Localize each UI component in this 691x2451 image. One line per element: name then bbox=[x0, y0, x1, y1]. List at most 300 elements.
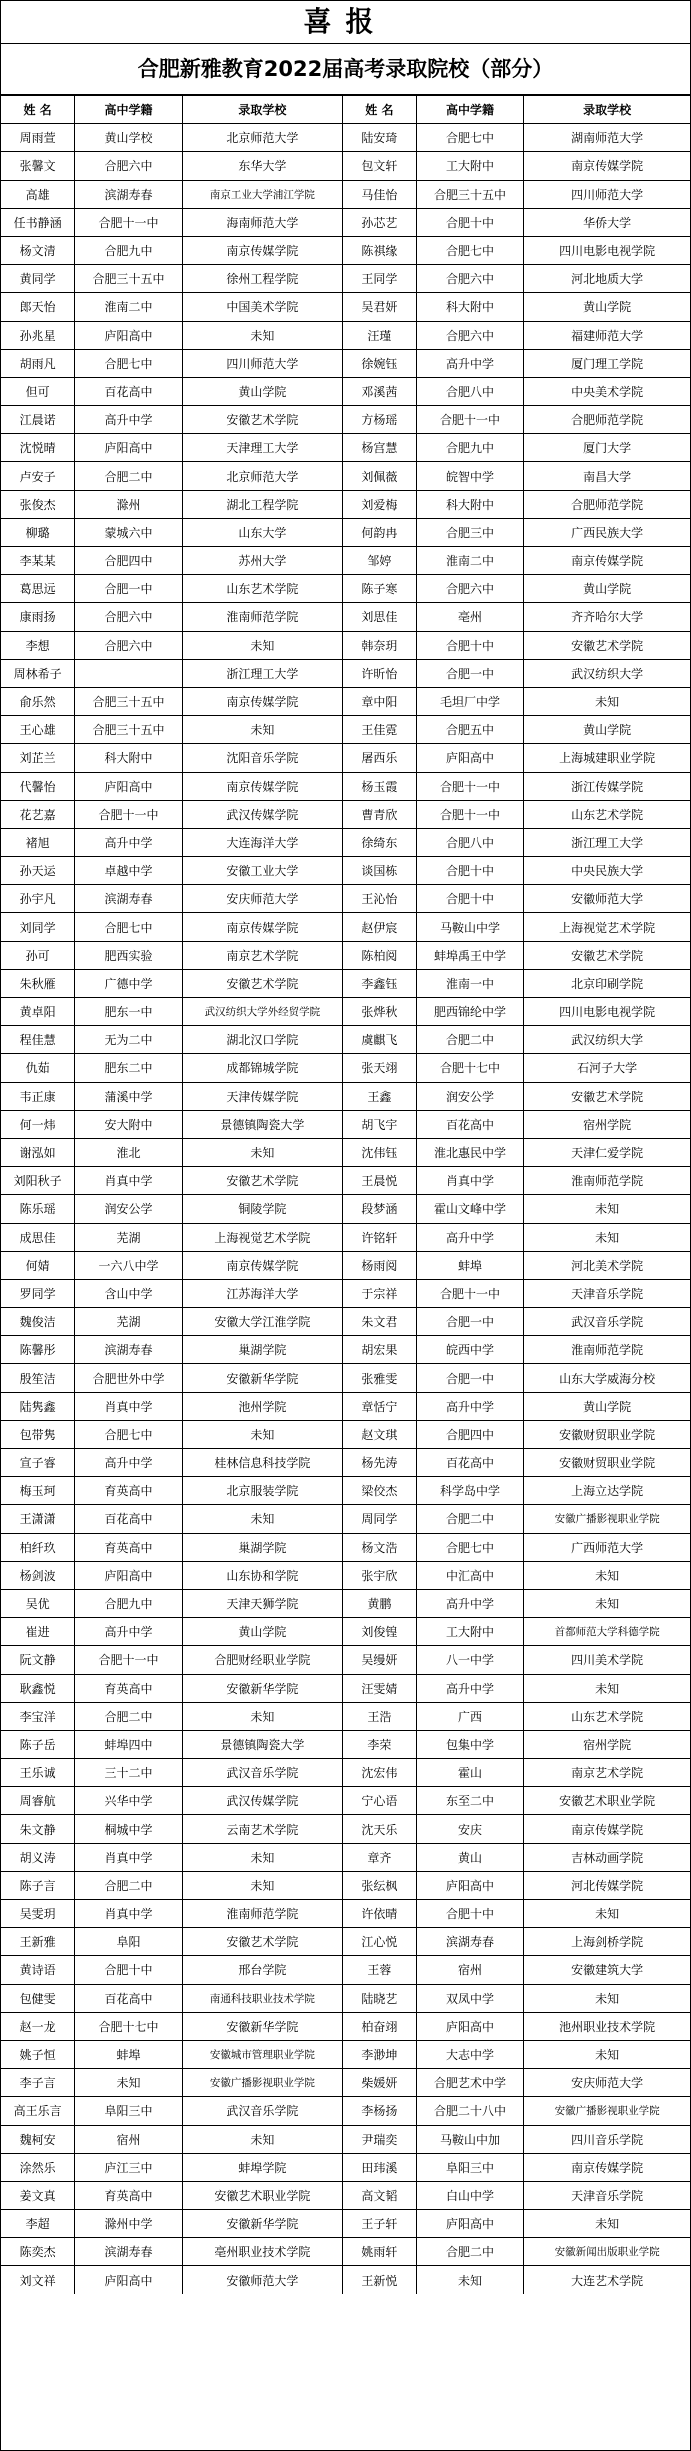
student-name: 尹瑞奕 bbox=[343, 2125, 417, 2153]
student-name: 周林希子 bbox=[1, 659, 75, 687]
admitted-university: 未知 bbox=[182, 1702, 342, 1730]
student-name: 田玮溪 bbox=[343, 2153, 417, 2181]
student-name: 王蓉 bbox=[343, 1956, 417, 1984]
high-school: 合肥十一中 bbox=[416, 1279, 524, 1307]
admitted-university: 湖北汉口学院 bbox=[182, 1026, 342, 1054]
student-name: 杨先涛 bbox=[343, 1449, 417, 1477]
high-school: 马鞍山中加 bbox=[416, 2125, 524, 2153]
document-title: 合肥新雅教育2022届高考录取院校（部分） bbox=[1, 44, 690, 95]
admitted-university: 厦门理工学院 bbox=[524, 349, 690, 377]
high-school: 合肥十一中 bbox=[416, 800, 524, 828]
high-school: 滨湖寿春 bbox=[75, 885, 183, 913]
student-name: 周睿航 bbox=[1, 1787, 75, 1815]
student-name: 包带隽 bbox=[1, 1420, 75, 1448]
high-school: 合肥七中 bbox=[75, 913, 183, 941]
high-school: 淮南二中 bbox=[416, 547, 524, 575]
high-school: 科大附中 bbox=[416, 293, 524, 321]
table-row bbox=[1, 716, 690, 744]
student-name: 孙兆星 bbox=[1, 321, 75, 349]
high-school: 淮南二中 bbox=[75, 293, 183, 321]
admitted-university: 安徽城市管理职业学院 bbox=[182, 2040, 342, 2068]
student-name: 王乐诚 bbox=[1, 1759, 75, 1787]
high-school: 庐江三中 bbox=[75, 2153, 183, 2181]
student-name: 王新悦 bbox=[343, 2266, 417, 2294]
table-row bbox=[1, 1533, 690, 1561]
student-name: 耿鑫悦 bbox=[1, 1674, 75, 1702]
high-school: 亳州 bbox=[416, 603, 524, 631]
admitted-university: 四川美术学院 bbox=[524, 1646, 690, 1674]
high-school: 滁州中学 bbox=[75, 2210, 183, 2238]
student-name: 韦正康 bbox=[1, 1082, 75, 1110]
admitted-university: 湖南师范大学 bbox=[524, 124, 690, 152]
admitted-university: 未知 bbox=[524, 2210, 690, 2238]
student-name: 魏俊洁 bbox=[1, 1308, 75, 1336]
high-school: 芜湖 bbox=[75, 1223, 183, 1251]
admitted-university: 黄山学院 bbox=[182, 1618, 342, 1646]
table-row bbox=[1, 1759, 690, 1787]
student-name: 沈天乐 bbox=[343, 1815, 417, 1843]
high-school: 未知 bbox=[416, 2266, 524, 2294]
table-row bbox=[1, 1702, 690, 1730]
table-row bbox=[1, 1646, 690, 1674]
admitted-university: 山东艺术学院 bbox=[524, 800, 690, 828]
high-school: 合肥三十五中 bbox=[416, 180, 524, 208]
high-school: 安庆 bbox=[416, 1815, 524, 1843]
admitted-university: 天津音乐学院 bbox=[524, 1279, 690, 1307]
table-row bbox=[1, 124, 690, 152]
high-school: 广德中学 bbox=[75, 969, 183, 997]
student-name: 宁心语 bbox=[343, 1787, 417, 1815]
high-school: 肥西实验 bbox=[75, 941, 183, 969]
high-school: 桐城中学 bbox=[75, 1815, 183, 1843]
high-school: 百花高中 bbox=[416, 1449, 524, 1477]
student-name: 于宗祥 bbox=[343, 1279, 417, 1307]
admitted-university: 南京传媒学院 bbox=[182, 1251, 342, 1279]
admitted-university: 浙江传媒学院 bbox=[524, 772, 690, 800]
admitted-university: 安徽艺术学院 bbox=[182, 406, 342, 434]
student-name: 孙可 bbox=[1, 941, 75, 969]
high-school: 滨湖寿春 bbox=[75, 1336, 183, 1364]
student-name: 王新雅 bbox=[1, 1928, 75, 1956]
high-school: 育英高中 bbox=[75, 2181, 183, 2209]
student-name: 胡义涛 bbox=[1, 1843, 75, 1871]
high-school: 合肥二十八中 bbox=[416, 2097, 524, 2125]
high-school: 八一中学 bbox=[416, 1646, 524, 1674]
student-name: 张烨秋 bbox=[343, 998, 417, 1026]
table-row bbox=[1, 687, 690, 715]
high-school: 高升中学 bbox=[416, 1392, 524, 1420]
high-school: 庐阳高中 bbox=[75, 321, 183, 349]
high-school: 合肥九中 bbox=[416, 434, 524, 462]
table-row bbox=[1, 1279, 690, 1307]
admitted-university: 蚌埠学院 bbox=[182, 2153, 342, 2181]
high-school: 滨湖寿春 bbox=[75, 2238, 183, 2266]
admitted-university: 安徽广播影视职业学院 bbox=[182, 2069, 342, 2097]
admitted-university: 巢湖学院 bbox=[182, 1533, 342, 1561]
high-school: 兴华中学 bbox=[75, 1787, 183, 1815]
table-row bbox=[1, 1730, 690, 1758]
high-school: 合肥七中 bbox=[75, 349, 183, 377]
high-school: 双凤中学 bbox=[416, 1984, 524, 2012]
student-name: 邓溪茜 bbox=[343, 377, 417, 405]
student-name: 仇茹 bbox=[1, 1054, 75, 1082]
student-name: 朱秋雁 bbox=[1, 969, 75, 997]
student-name: 朱文君 bbox=[343, 1308, 417, 1336]
admitted-university: 河北地质大学 bbox=[524, 265, 690, 293]
admitted-university: 巢湖学院 bbox=[182, 1336, 342, 1364]
admitted-university: 安徽广播影视职业学院 bbox=[524, 1505, 690, 1533]
student-name: 沈悦晴 bbox=[1, 434, 75, 462]
admitted-university: 沈阳音乐学院 bbox=[182, 744, 342, 772]
high-school: 高升中学 bbox=[75, 406, 183, 434]
student-name: 章中阳 bbox=[343, 687, 417, 715]
high-school: 肥西锦纶中学 bbox=[416, 998, 524, 1026]
high-school: 百花高中 bbox=[416, 1110, 524, 1138]
high-school: 合肥一中 bbox=[416, 1364, 524, 1392]
table-row bbox=[1, 2125, 690, 2153]
table-row bbox=[1, 1561, 690, 1589]
admitted-university: 池州职业技术学院 bbox=[524, 2012, 690, 2040]
admitted-university: 池州学院 bbox=[182, 1392, 342, 1420]
high-school: 合肥十七中 bbox=[75, 2012, 183, 2040]
high-school: 合肥三中 bbox=[416, 518, 524, 546]
high-school: 白山中学 bbox=[416, 2181, 524, 2209]
admitted-university: 中央民族大学 bbox=[524, 857, 690, 885]
high-school: 百花高中 bbox=[75, 1984, 183, 2012]
student-name: 吴雯玥 bbox=[1, 1900, 75, 1928]
student-name: 何婧 bbox=[1, 1251, 75, 1279]
admitted-university: 北京师范大学 bbox=[182, 124, 342, 152]
high-school: 润安公学 bbox=[416, 1082, 524, 1110]
high-school: 合肥十中 bbox=[75, 1956, 183, 1984]
admitted-university: 未知 bbox=[182, 716, 342, 744]
high-school: 肖真中学 bbox=[75, 1167, 183, 1195]
admitted-university: 安徽工业大学 bbox=[182, 857, 342, 885]
high-school: 合肥五中 bbox=[416, 716, 524, 744]
admitted-university: 江苏海洋大学 bbox=[182, 1279, 342, 1307]
student-name: 魏柯安 bbox=[1, 2125, 75, 2153]
admitted-university: 未知 bbox=[182, 1138, 342, 1166]
high-school: 马鞍山中学 bbox=[416, 913, 524, 941]
admitted-university: 南京传媒学院 bbox=[182, 913, 342, 941]
high-school: 蚌埠四中 bbox=[75, 1730, 183, 1758]
admitted-university: 武汉音乐学院 bbox=[524, 1308, 690, 1336]
high-school: 霍山 bbox=[416, 1759, 524, 1787]
table-row bbox=[1, 1928, 690, 1956]
admitted-university: 宿州学院 bbox=[524, 1110, 690, 1138]
admitted-university: 北京师范大学 bbox=[182, 462, 342, 490]
table-row bbox=[1, 152, 690, 180]
student-name: 宣子睿 bbox=[1, 1449, 75, 1477]
student-name: 李杨扬 bbox=[343, 2097, 417, 2125]
student-name: 曹青欣 bbox=[343, 800, 417, 828]
high-school: 庐阳高中 bbox=[416, 2210, 524, 2238]
high-school: 蚌埠禹王中学 bbox=[416, 941, 524, 969]
student-name: 陆晓艺 bbox=[343, 1984, 417, 2012]
admitted-university: 安徽艺术学院 bbox=[524, 631, 690, 659]
table-row bbox=[1, 293, 690, 321]
student-name: 沈宏伟 bbox=[343, 1759, 417, 1787]
admitted-university: 浙江理工大学 bbox=[182, 659, 342, 687]
student-name: 涂然乐 bbox=[1, 2153, 75, 2181]
admitted-university: 上海剑桥学院 bbox=[524, 1928, 690, 1956]
high-school: 安大附中 bbox=[75, 1110, 183, 1138]
admitted-university: 宿州学院 bbox=[524, 1730, 690, 1758]
admitted-university: 安徽艺术学院 bbox=[524, 941, 690, 969]
student-name: 王心雄 bbox=[1, 716, 75, 744]
admitted-university: 武汉传媒学院 bbox=[182, 1787, 342, 1815]
admitted-university: 南通科技职业技术学院 bbox=[182, 1984, 342, 2012]
table-row bbox=[1, 462, 690, 490]
student-name: 黄鹏 bbox=[343, 1589, 417, 1617]
admitted-university: 大连艺术学院 bbox=[524, 2266, 690, 2294]
student-name: 张纭枫 bbox=[343, 1871, 417, 1899]
student-name: 张馨文 bbox=[1, 152, 75, 180]
high-school: 合肥十中 bbox=[416, 208, 524, 236]
student-name: 杨剑波 bbox=[1, 1561, 75, 1589]
student-name: 杨文浩 bbox=[343, 1533, 417, 1561]
admitted-university: 东华大学 bbox=[182, 152, 342, 180]
high-school: 毛坦厂中学 bbox=[416, 687, 524, 715]
student-name: 许依晴 bbox=[343, 1900, 417, 1928]
student-name: 杨宫慧 bbox=[343, 434, 417, 462]
student-name: 徐婉钰 bbox=[343, 349, 417, 377]
student-name: 陈祺缘 bbox=[343, 236, 417, 264]
admitted-university: 南京工业大学浦江学院 bbox=[182, 180, 342, 208]
table-row bbox=[1, 1674, 690, 1702]
table-row bbox=[1, 1082, 690, 1110]
student-name: 陈奕杰 bbox=[1, 2238, 75, 2266]
high-school: 合肥十中 bbox=[416, 885, 524, 913]
high-school: 合肥世外中学 bbox=[75, 1364, 183, 1392]
student-name: 沈伟钰 bbox=[343, 1138, 417, 1166]
admitted-university: 上海视觉艺术学院 bbox=[182, 1223, 342, 1251]
high-school: 三十二中 bbox=[75, 1759, 183, 1787]
high-school: 蒲溪中学 bbox=[75, 1082, 183, 1110]
admitted-university: 安徽建筑大学 bbox=[524, 1956, 690, 1984]
table-body bbox=[1, 124, 690, 2294]
table-row bbox=[1, 631, 690, 659]
table-row bbox=[1, 913, 690, 941]
table-row bbox=[1, 857, 690, 885]
high-school: 宿州 bbox=[416, 1956, 524, 1984]
high-school: 合肥二中 bbox=[416, 1026, 524, 1054]
admitted-university: 安徽艺术学院 bbox=[182, 1928, 342, 1956]
admitted-university: 亳州职业技术学院 bbox=[182, 2238, 342, 2266]
student-name: 殷笙洁 bbox=[1, 1364, 75, 1392]
high-school: 合肥十中 bbox=[416, 631, 524, 659]
high-school: 肖真中学 bbox=[75, 1843, 183, 1871]
header-admitted: 录取学校 bbox=[524, 96, 690, 124]
student-name: 高文韬 bbox=[343, 2181, 417, 2209]
student-name: 王同学 bbox=[343, 265, 417, 293]
table-row bbox=[1, 1054, 690, 1082]
admitted-university: 黄山学院 bbox=[524, 293, 690, 321]
admitted-university: 福建师范大学 bbox=[524, 321, 690, 349]
high-school bbox=[75, 659, 183, 687]
table-row bbox=[1, 2012, 690, 2040]
table-row bbox=[1, 1815, 690, 1843]
admitted-university: 未知 bbox=[182, 1420, 342, 1448]
table-row bbox=[1, 434, 690, 462]
student-name: 姚雨轩 bbox=[343, 2238, 417, 2266]
table-row bbox=[1, 1364, 690, 1392]
admitted-university: 北京印刷学院 bbox=[524, 969, 690, 997]
admitted-university: 南京艺术学院 bbox=[524, 1759, 690, 1787]
high-school: 滨湖寿春 bbox=[75, 180, 183, 208]
admitted-university: 南京传媒学院 bbox=[182, 772, 342, 800]
table-row bbox=[1, 1392, 690, 1420]
admitted-university: 未知 bbox=[524, 1195, 690, 1223]
admitted-university: 天津天狮学院 bbox=[182, 1589, 342, 1617]
student-name: 谢泓如 bbox=[1, 1138, 75, 1166]
high-school: 合肥九中 bbox=[75, 1589, 183, 1617]
admitted-university: 广西师范大学 bbox=[524, 1533, 690, 1561]
student-name: 罗同学 bbox=[1, 1279, 75, 1307]
table-row bbox=[1, 603, 690, 631]
table-row bbox=[1, 1420, 690, 1448]
admitted-university: 黄山学院 bbox=[524, 716, 690, 744]
admitted-university: 安徽师范大学 bbox=[524, 885, 690, 913]
table-row bbox=[1, 1984, 690, 2012]
student-name: 张宇欣 bbox=[343, 1561, 417, 1589]
high-school: 合肥十一中 bbox=[75, 800, 183, 828]
student-name: 成思佳 bbox=[1, 1223, 75, 1251]
admitted-university: 安徽新闻出版职业学院 bbox=[524, 2238, 690, 2266]
student-name: 王佳霓 bbox=[343, 716, 417, 744]
student-name: 徐绮东 bbox=[343, 828, 417, 856]
table-row bbox=[1, 1787, 690, 1815]
admitted-university: 安庆师范大学 bbox=[524, 2069, 690, 2097]
student-name: 胡雨凡 bbox=[1, 349, 75, 377]
high-school: 蚌埠 bbox=[416, 1251, 524, 1279]
high-school: 合肥三十五中 bbox=[75, 687, 183, 715]
high-school: 皖西中学 bbox=[416, 1336, 524, 1364]
high-school: 庐阳高中 bbox=[75, 1561, 183, 1589]
table-row bbox=[1, 2266, 690, 2294]
admitted-university: 未知 bbox=[182, 321, 342, 349]
student-name: 周同学 bbox=[343, 1505, 417, 1533]
student-name: 虞麒飞 bbox=[343, 1026, 417, 1054]
student-name: 柏奋翊 bbox=[343, 2012, 417, 2040]
table-row bbox=[1, 377, 690, 405]
admitted-university: 合肥师范学院 bbox=[524, 406, 690, 434]
admitted-university: 天津传媒学院 bbox=[182, 1082, 342, 1110]
admitted-university: 武汉纺织大学 bbox=[524, 1026, 690, 1054]
student-name: 姚子恒 bbox=[1, 2040, 75, 2068]
student-name: 郎天怡 bbox=[1, 293, 75, 321]
student-name: 李子言 bbox=[1, 2069, 75, 2097]
student-name: 陈子言 bbox=[1, 1871, 75, 1899]
high-school: 育英高中 bbox=[75, 1477, 183, 1505]
admitted-university: 安庆师范大学 bbox=[182, 885, 342, 913]
admitted-university: 徐州工程学院 bbox=[182, 265, 342, 293]
student-name: 王鑫 bbox=[343, 1082, 417, 1110]
admitted-university: 未知 bbox=[524, 2040, 690, 2068]
table-header-row bbox=[1, 96, 690, 124]
high-school: 科学岛中学 bbox=[416, 1477, 524, 1505]
high-school: 合肥十一中 bbox=[75, 1646, 183, 1674]
high-school: 未知 bbox=[75, 2069, 183, 2097]
admitted-university: 安徽广播影视职业学院 bbox=[524, 2097, 690, 2125]
student-name: 柏纤玖 bbox=[1, 1533, 75, 1561]
table-row bbox=[1, 236, 690, 264]
high-school: 合肥六中 bbox=[75, 603, 183, 631]
student-name: 李荣 bbox=[343, 1730, 417, 1758]
table-row bbox=[1, 800, 690, 828]
student-name: 陈子寒 bbox=[343, 575, 417, 603]
student-name: 陆安琦 bbox=[343, 124, 417, 152]
student-name: 王晨悦 bbox=[343, 1167, 417, 1195]
admitted-university: 未知 bbox=[524, 1900, 690, 1928]
student-name: 褚旭 bbox=[1, 828, 75, 856]
admitted-university: 山东协和学院 bbox=[182, 1561, 342, 1589]
table-row bbox=[1, 1956, 690, 1984]
admitted-university: 安徽新华学院 bbox=[182, 1364, 342, 1392]
high-school: 广西 bbox=[416, 1702, 524, 1730]
table-row bbox=[1, 969, 690, 997]
admitted-university: 邢台学院 bbox=[182, 1956, 342, 1984]
high-school: 一六八中学 bbox=[75, 1251, 183, 1279]
student-name: 陈馨彤 bbox=[1, 1336, 75, 1364]
admitted-university: 云南艺术学院 bbox=[182, 1815, 342, 1843]
header-admitted: 录取学校 bbox=[182, 96, 342, 124]
admitted-university: 未知 bbox=[182, 2125, 342, 2153]
high-school: 合肥七中 bbox=[416, 124, 524, 152]
table-row bbox=[1, 1589, 690, 1617]
high-school: 百花高中 bbox=[75, 1505, 183, 1533]
high-school: 科大附中 bbox=[416, 490, 524, 518]
student-name: 张雅雯 bbox=[343, 1364, 417, 1392]
high-school: 卓越中学 bbox=[75, 857, 183, 885]
admitted-university: 武汉纺织大学 bbox=[524, 659, 690, 687]
high-school: 合肥一中 bbox=[416, 659, 524, 687]
student-name: 何韵冉 bbox=[343, 518, 417, 546]
admitted-university: 南京传媒学院 bbox=[524, 152, 690, 180]
student-name: 江晨诺 bbox=[1, 406, 75, 434]
admitted-university: 石河子大学 bbox=[524, 1054, 690, 1082]
table-row bbox=[1, 2181, 690, 2209]
student-name: 陈子岳 bbox=[1, 1730, 75, 1758]
high-school: 合肥六中 bbox=[75, 152, 183, 180]
admitted-university: 合肥财经职业学院 bbox=[182, 1646, 342, 1674]
admitted-university: 合肥师范学院 bbox=[524, 490, 690, 518]
student-name: 包健雯 bbox=[1, 1984, 75, 2012]
high-school: 合肥二中 bbox=[75, 1702, 183, 1730]
student-name: 杨雨阅 bbox=[343, 1251, 417, 1279]
student-name: 谈国栋 bbox=[343, 857, 417, 885]
student-name: 胡飞宇 bbox=[343, 1110, 417, 1138]
table-row bbox=[1, 1167, 690, 1195]
table-row bbox=[1, 1900, 690, 1928]
admitted-university: 黄山学院 bbox=[182, 377, 342, 405]
student-name: 李超 bbox=[1, 2210, 75, 2238]
admitted-university: 安徽财贸职业学院 bbox=[524, 1420, 690, 1448]
admitted-university: 首都师范大学科德学院 bbox=[524, 1618, 690, 1646]
table-row bbox=[1, 1336, 690, 1364]
admitted-university: 安徽艺术职业学院 bbox=[524, 1787, 690, 1815]
admitted-university: 未知 bbox=[182, 1505, 342, 1533]
admitted-university: 吉林动画学院 bbox=[524, 1843, 690, 1871]
high-school: 含山中学 bbox=[75, 1279, 183, 1307]
student-name: 汪瑾 bbox=[343, 321, 417, 349]
admitted-university: 南京艺术学院 bbox=[182, 941, 342, 969]
student-name: 黄同学 bbox=[1, 265, 75, 293]
table-row bbox=[1, 1871, 690, 1899]
high-school: 合肥九中 bbox=[75, 236, 183, 264]
admitted-university: 成都锦城学院 bbox=[182, 1054, 342, 1082]
admitted-university: 安徽师范大学 bbox=[182, 2266, 342, 2294]
